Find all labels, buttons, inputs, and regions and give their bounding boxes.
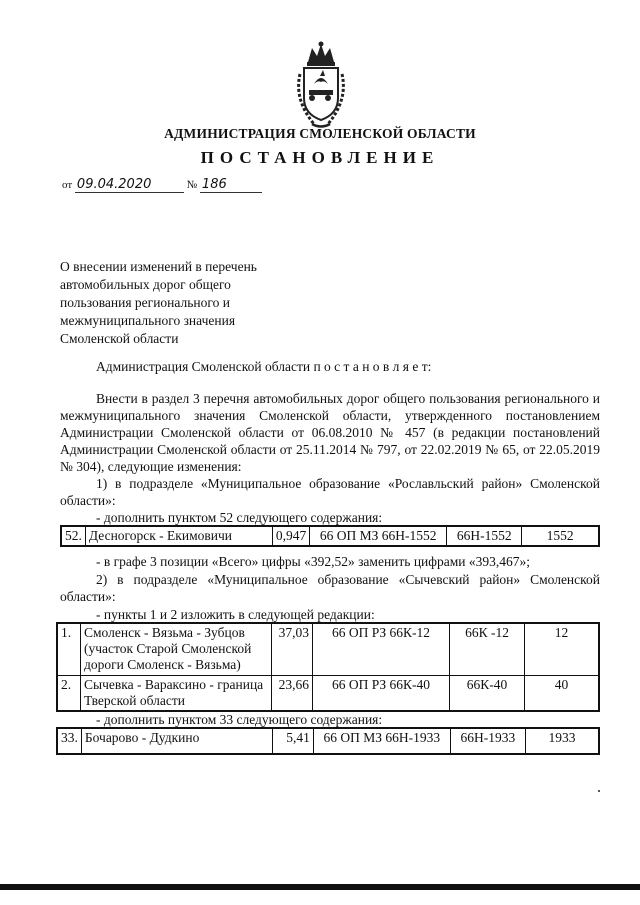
cell-length: 23,66: [272, 675, 313, 711]
cell-road-name: Смоленск - Вязьма - Зубцов (участок Старой Смоленской дороги Смоленск - Вязьма): [81, 623, 272, 675]
date-prefix: от: [62, 179, 73, 191]
table-row: [61, 526, 599, 546]
number-value: 186: [200, 177, 262, 193]
cell-code: 66 ОП РЗ 66К-12: [313, 623, 450, 675]
paragraph-main: Внести в раздел 3 перечня автомобильных дорог общего пользования регионального и межмуниципального значения Смоленской области, утвержденного постановлением Администрации Смоленской области от 06.08.2010 № 457 (в редакции постановлений Администрации Смоленской области от 25.11.2014 № 797, от 22.02.2019 № 65, от 22.05.2019 № 304), следующие изменения:: [60, 391, 600, 474]
cell-length: 37,03: [272, 623, 313, 675]
subject-block: [60, 258, 300, 348]
cell-road-id: 66К -12: [450, 623, 525, 675]
cell-road-name: Сычевка - Вараксино - граница Тверской области: [81, 675, 272, 711]
cell-number-id: 40: [525, 675, 600, 711]
coat-of-arms-icon: [290, 40, 352, 130]
scan-bottom-edge: [0, 884, 640, 890]
cell-number-id: 1933: [525, 728, 599, 754]
scan-speck: [598, 790, 600, 792]
cell-road-id: 66Н-1552: [447, 526, 522, 546]
cell-code: 66 ОП МЗ 66Н-1933: [313, 728, 450, 754]
cell-number: 2.: [57, 675, 81, 711]
paragraph-item-2: 2) в подразделе «Муниципальное образование «Сычевский район» Смоленской области»:: [60, 572, 600, 604]
cell-road-name: Десногорск - Екимовичи: [85, 526, 272, 546]
subject-line: автомобильных дорог общего: [60, 277, 231, 292]
subject-line: пользования регионального и: [60, 295, 230, 310]
cell-road-id: 66Н-1933: [450, 728, 525, 754]
cell-road-name: Бочарово - Дудкино: [81, 728, 272, 754]
date-number-line: [62, 177, 262, 193]
cell-number-id: 1552: [522, 526, 599, 546]
date-value: 09.04.2020: [75, 177, 184, 193]
cell-number: 52.: [61, 526, 85, 546]
cell-code: 66 ОП РЗ 66К-40: [313, 675, 450, 711]
number-prefix: №: [186, 179, 198, 191]
organization-title: АДМИНИСТРАЦИЯ СМОЛЕНСКОЙ ОБЛАСТИ: [164, 126, 476, 141]
cell-road-id: 66К-40: [450, 675, 525, 711]
cell-length: 5,41: [272, 728, 313, 754]
table-item-52: [60, 525, 600, 547]
subject-line: Смоленской области: [60, 331, 179, 346]
paragraph-item-1: 1) в подразделе «Муниципальное образование «Рославльский район» Смоленской области»:: [60, 476, 600, 508]
subject-line: межмуниципального значения: [60, 313, 236, 328]
paragraph-add-33: - дополнить пунктом 33 следующего содержания:: [96, 712, 383, 727]
paragraph-add-52: - дополнить пунктом 52 следующего содержания:: [96, 510, 383, 525]
table-row: [57, 728, 599, 754]
subject-line: О внесении изменений в перечень: [60, 259, 257, 274]
cell-code: 66 ОП МЗ 66Н-1552: [310, 526, 447, 546]
paragraph-points-1-2: - пункты 1 и 2 изложить в следующей редакции:: [96, 607, 375, 622]
cell-length: 0,947: [272, 526, 309, 546]
resolution-intro: Администрация Смоленской области п о с т а н о в л я е т:: [96, 359, 432, 374]
cell-number: 33.: [57, 728, 81, 754]
cell-number: 1.: [57, 623, 81, 675]
table-item-33: [56, 727, 600, 755]
table-row: [57, 623, 599, 675]
document-type-title: ПОСТАНОВЛЕНИЕ: [200, 148, 440, 167]
table-items-1-2: [56, 622, 600, 712]
table-row: [57, 675, 599, 711]
paragraph-replace-total: - в графе 3 позиции «Всего» цифры «392,52» заменить цифрами «393,467»;: [96, 554, 531, 569]
cell-number-id: 12: [525, 623, 600, 675]
